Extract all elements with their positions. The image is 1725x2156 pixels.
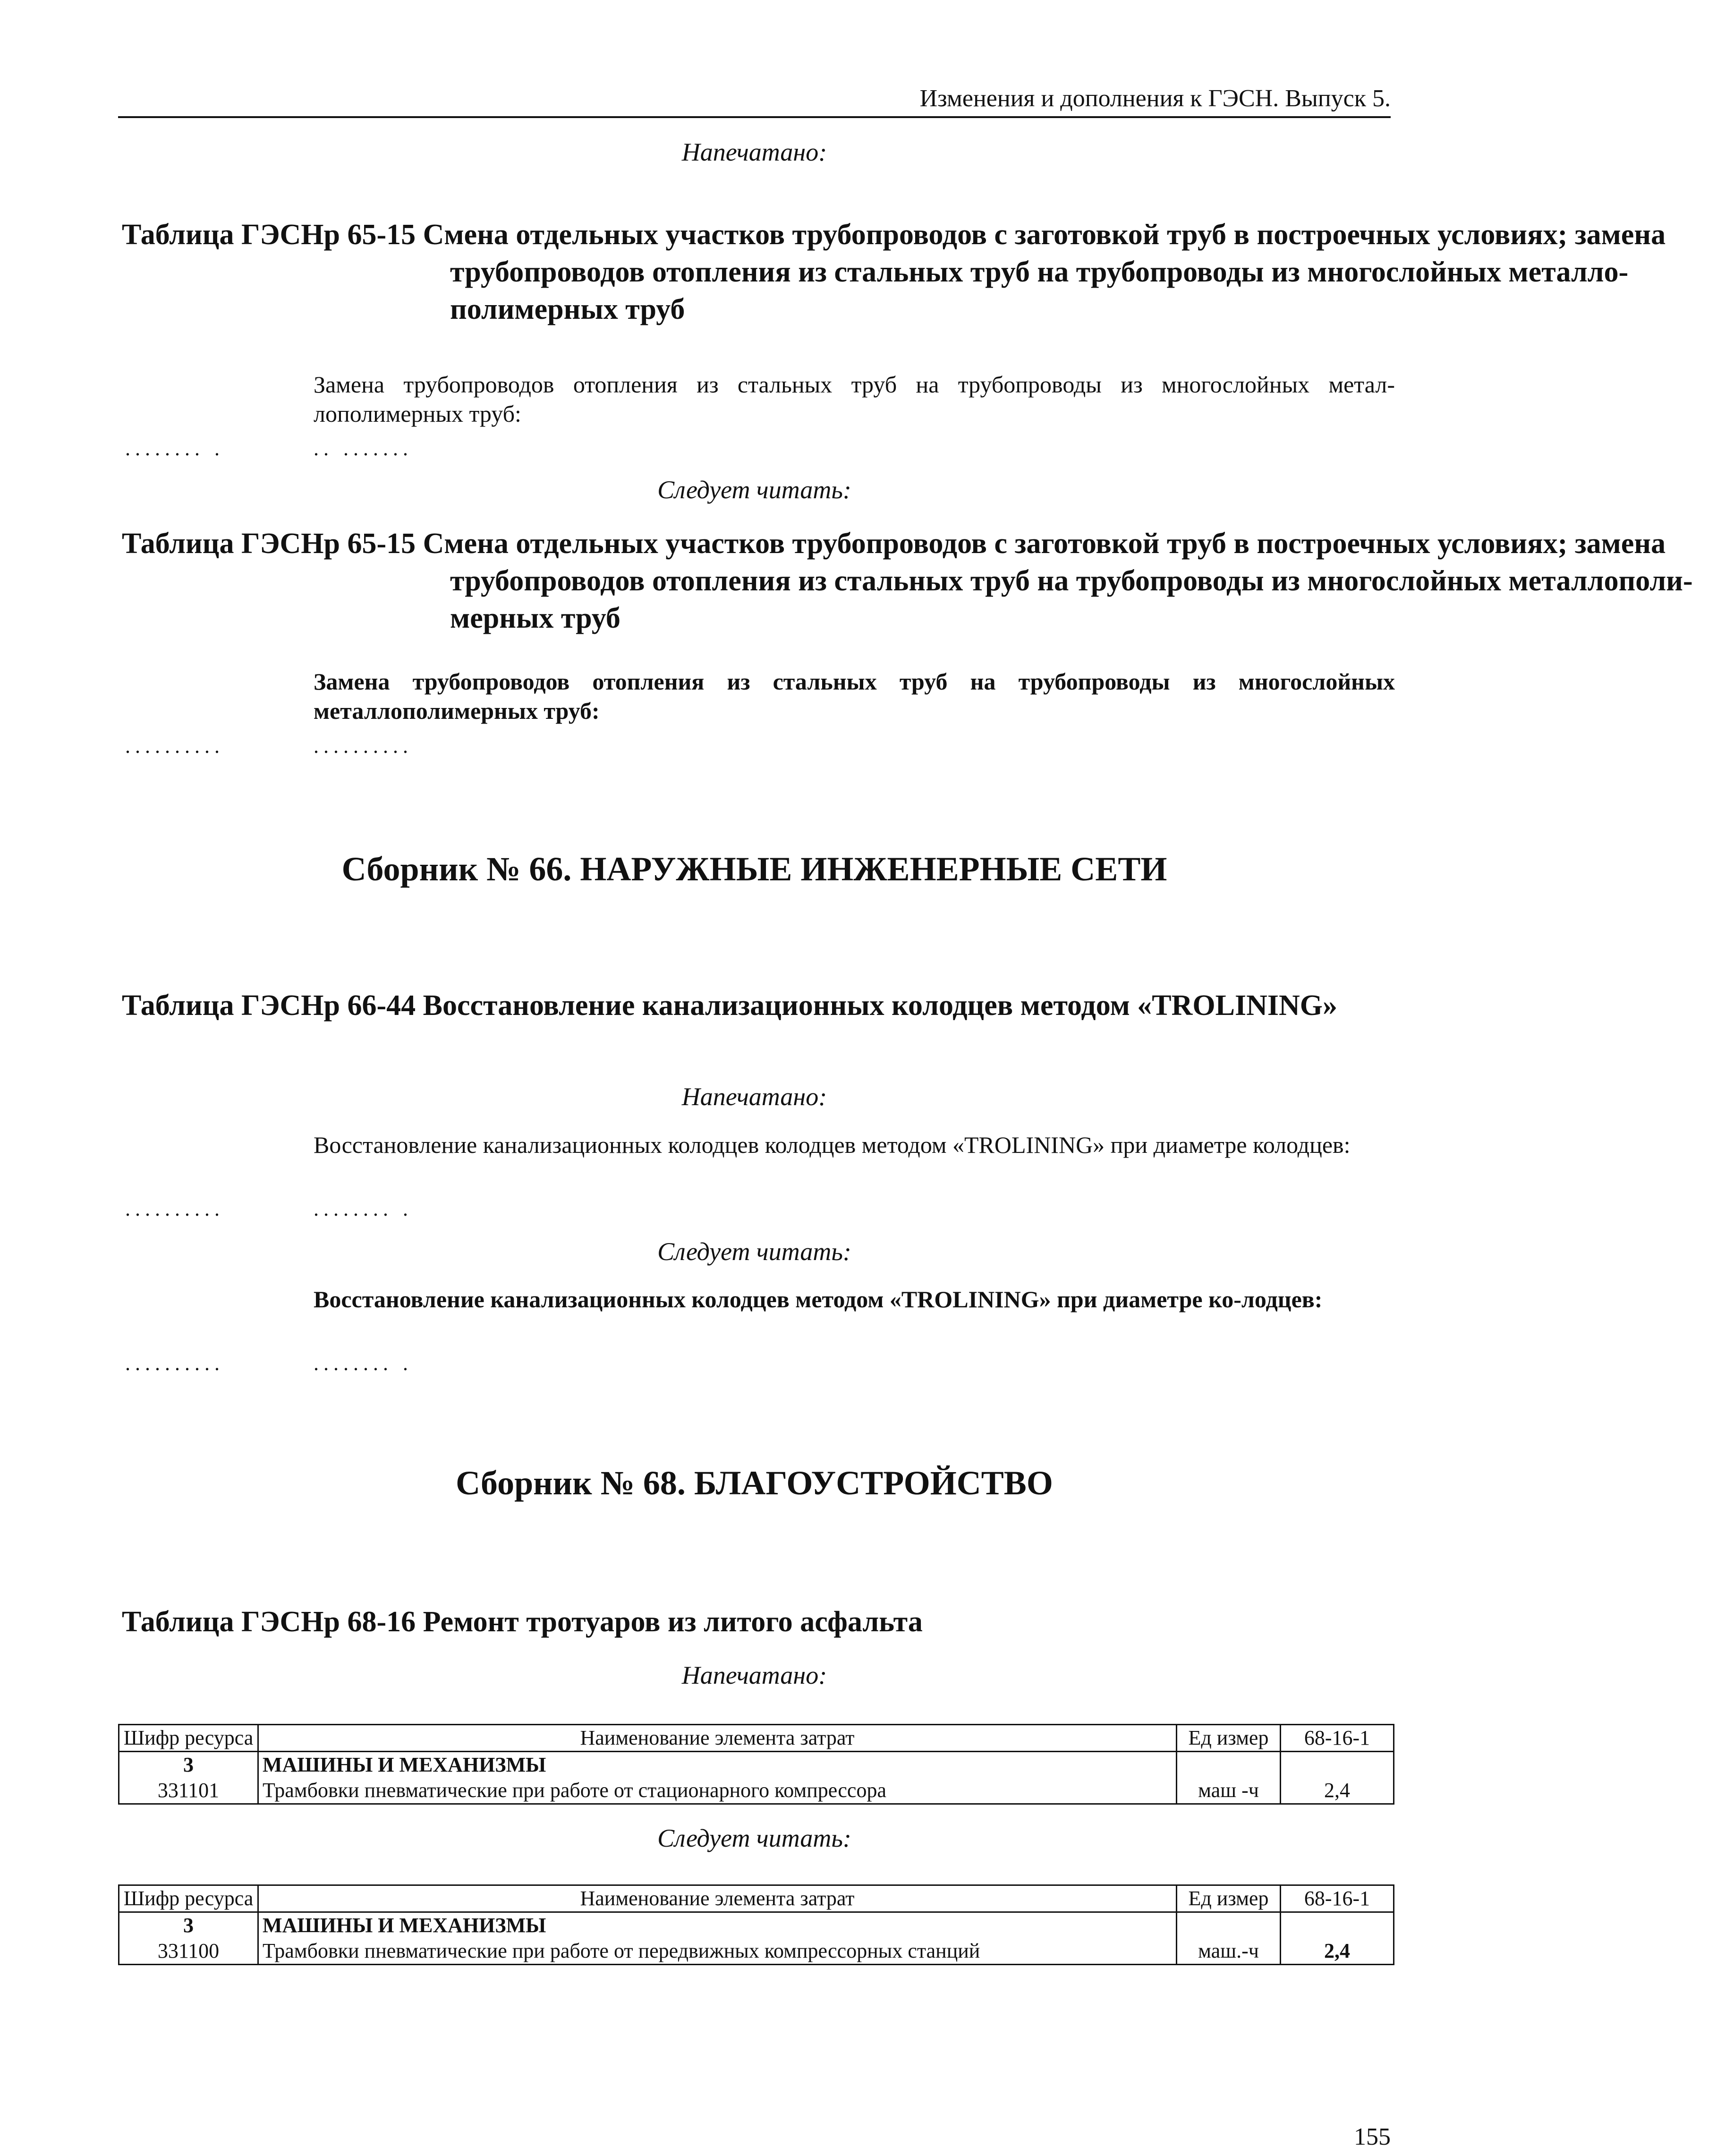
table-heading-title: Смена отдельных участков трубопроводов с заготовкой труб в построечных условиях; замена трубопроводов отопления из стальных труб на трубопроводы из многослойных металлополи-мерных труб	[423, 528, 1693, 634]
ellipsis-left: ..........	[125, 1352, 224, 1375]
printed-subtitle-65-15: Замена трубопроводов отопления из стальных труб на трубопроводы из многослойных метал-лополимерных труб:	[314, 371, 1395, 427]
table-heading-65-15-corrected	[122, 525, 1725, 637]
column-header: Наименование элемента затрат	[258, 1725, 1177, 1752]
empty-cell	[1177, 1912, 1281, 1939]
corrected-subtitle-65-15: Замена трубопроводов отопления из стальных труб на трубопроводы из многослойных металлополимерных труб:	[314, 668, 1395, 724]
table-header-row	[119, 1725, 1394, 1752]
column-header: Шифр ресурса	[119, 1725, 258, 1752]
ellipsis-right: ..........	[314, 734, 413, 758]
table-group-row	[119, 1912, 1394, 1939]
table-heading-66-44	[122, 987, 1725, 1024]
group-code-cell: 3	[119, 1752, 258, 1778]
ellipsis-left: ........ .	[125, 437, 224, 460]
table-heading-title: Ремонт тротуаров из литого асфальта	[423, 1606, 923, 1638]
resource-table-printed	[118, 1724, 1394, 1805]
table-heading-title: Восстановление канализационных колодцев методом «TROLINING»	[423, 989, 1338, 1022]
table-heading-prefix: Таблица ГЭСНр 65-15	[122, 219, 423, 251]
table-header-row	[119, 1885, 1394, 1912]
resource-name-cell: Трамбовки пневматические при работе от передвижных компрессорных станций	[258, 1938, 1177, 1965]
group-name-cell: МАШИНЫ И МЕХАНИЗМЫ	[258, 1912, 1177, 1939]
table-heading-prefix: Таблица ГЭСНр 68-16	[122, 1606, 423, 1638]
section-heading-66: Сборник № 66. НАРУЖНЫЕ ИНЖЕНЕРНЫЕ СЕТИ	[341, 850, 1167, 888]
group-name-cell: МАШИНЫ И МЕХАНИЗМЫ	[258, 1752, 1177, 1778]
printed-label: Напечатано:	[681, 1661, 827, 1689]
should-read-label: Следует читать:	[657, 1237, 851, 1266]
printed-subtitle-66-44: Восстановление канализационных колодцев колодцев методом «TROLINING» при диаметре колодцев:	[314, 1132, 1351, 1158]
should-read-label: Следует читать:	[657, 1824, 851, 1852]
column-header: Наименование элемента затрат	[258, 1885, 1177, 1912]
group-code-cell: 3	[119, 1912, 258, 1939]
running-header: Изменения и дополнения к ГЭСН. Выпуск 5.	[118, 84, 1391, 118]
printed-label: Напечатано:	[681, 1082, 827, 1111]
value-cell: 2,4	[1281, 1778, 1394, 1804]
value-cell: 2,4	[1281, 1938, 1394, 1965]
resource-name-cell: Трамбовки пневматические при работе от стационарного компрессора	[258, 1778, 1177, 1804]
unit-cell: маш.-ч	[1177, 1938, 1281, 1965]
resource-table-corrected	[118, 1884, 1394, 1965]
table-heading-title: Смена отдельных участков трубопроводов с заготовкой труб в построечных условиях; замена трубопроводов отопления из стальных труб на трубопроводы из многослойных металло-полимерных труб	[423, 219, 1666, 325]
unit-cell: маш -ч	[1177, 1778, 1281, 1804]
table-row	[119, 1778, 1394, 1804]
table-heading-prefix: Таблица ГЭСНр 66-44	[122, 989, 423, 1022]
column-header: 68-16-1	[1281, 1885, 1394, 1912]
table-row	[119, 1938, 1394, 1965]
ellipsis-left: ..........	[125, 1197, 224, 1220]
section-heading-68: Сборник № 68. БЛАГОУСТРОЙСТВО	[456, 1464, 1053, 1502]
column-header: Ед измер	[1177, 1725, 1281, 1752]
table-heading-65-15-printed	[122, 216, 1725, 328]
ellipsis-right: ........ .	[314, 1197, 413, 1220]
ellipsis-left: ..........	[125, 734, 224, 758]
table-heading-68-16	[122, 1603, 1397, 1641]
resource-code-cell: 331101	[119, 1778, 258, 1804]
column-header: Шифр ресурса	[119, 1885, 258, 1912]
empty-cell	[1177, 1752, 1281, 1778]
empty-cell	[1281, 1912, 1394, 1939]
column-header: 68-16-1	[1281, 1725, 1394, 1752]
page-number: 155	[1354, 2123, 1391, 2150]
resource-code-cell: 331100	[119, 1938, 258, 1965]
ellipsis-right: ........ .	[314, 1352, 413, 1375]
table-heading-prefix: Таблица ГЭСНр 65-15	[122, 528, 423, 560]
should-read-label: Следует читать:	[657, 476, 851, 504]
column-header: Ед измер	[1177, 1885, 1281, 1912]
corrected-subtitle-66-44: Восстановление канализационных колодцев методом «TROLINING» при диаметре ко-лодцев:	[314, 1286, 1323, 1312]
table-group-row	[119, 1752, 1394, 1778]
printed-label: Напечатано:	[681, 138, 827, 166]
ellipsis-right: .. .......	[314, 437, 413, 460]
empty-cell	[1281, 1752, 1394, 1778]
